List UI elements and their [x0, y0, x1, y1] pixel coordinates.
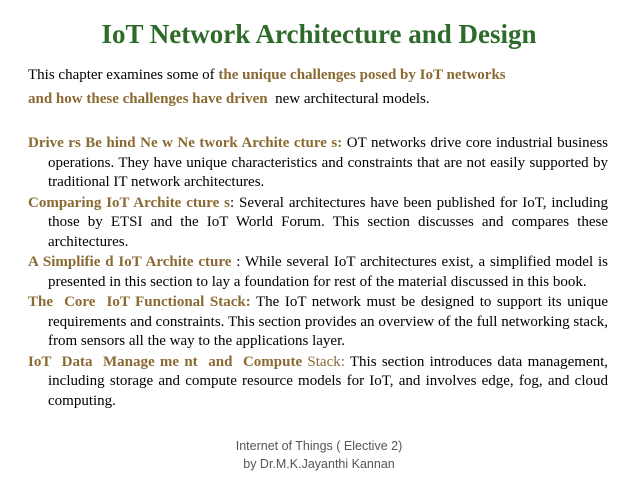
section-body: The IoT network must be designed to support its unique requirements and constraints. This section provides an overview of the full networking stack, from sensors all the way to the applications layer.: [48, 294, 608, 349]
page-title: IoT Network Architecture and Design: [101, 19, 537, 49]
intro-prefix: This chapter examines some of: [28, 67, 219, 83]
section-body: : Several architectures have been published for IoT, including those by ETSI and the IoT World Forum. This section discusses and compares these architectures.: [48, 194, 609, 250]
section-body: : While several IoT architectures exist, a simplified model is presented in this section to lay a foundation for rest of the material discussed in this book.: [48, 254, 608, 290]
section-item-data-management: [28, 353, 608, 412]
section-heading: A Simplifie d IoT Archite cture: [28, 254, 232, 270]
footer-course: Internet of Things ( Elective 2): [235, 439, 403, 453]
intro-line-2: [28, 87, 628, 111]
section-heading: Drive rs Be hind Ne w Ne twork Archite cture s:: [28, 135, 343, 151]
section-item-simplified: [28, 253, 608, 292]
section-body: This section introduces data management, including storage and compute resource models for IoT, and involves edge, fog, and cloud computing.: [48, 353, 608, 409]
intro-suffix: new architectural models.: [267, 91, 430, 107]
section-heading: The Core IoT Functional Stack:: [28, 294, 251, 310]
intro-paragraph: [28, 63, 628, 111]
section-heading-tail: Stack:: [302, 353, 345, 370]
section-item-core-stack: [28, 293, 608, 352]
section-body: OT networks drive core industrial business operations. They have unique characteristics and constraints that are not easily supported by traditional IT network architectures.: [48, 135, 608, 190]
intro-highlight-2: and how these challenges have driven: [28, 91, 268, 107]
section-item-comparing: [28, 194, 608, 253]
section-list: [28, 134, 608, 412]
section-heading: Comparing IoT Archite cture s: [28, 194, 230, 211]
intro-line-1: [28, 63, 628, 87]
section-heading: IoT Data Manage me nt and Compute: [28, 353, 303, 370]
section-item-drivers: [28, 134, 608, 193]
intro-highlight-1: the unique challenges posed by IoT networks: [218, 67, 506, 83]
footer-author: by Dr.M.K.Jayanthi Kannan: [243, 457, 395, 471]
slide-footer: [0, 437, 638, 473]
